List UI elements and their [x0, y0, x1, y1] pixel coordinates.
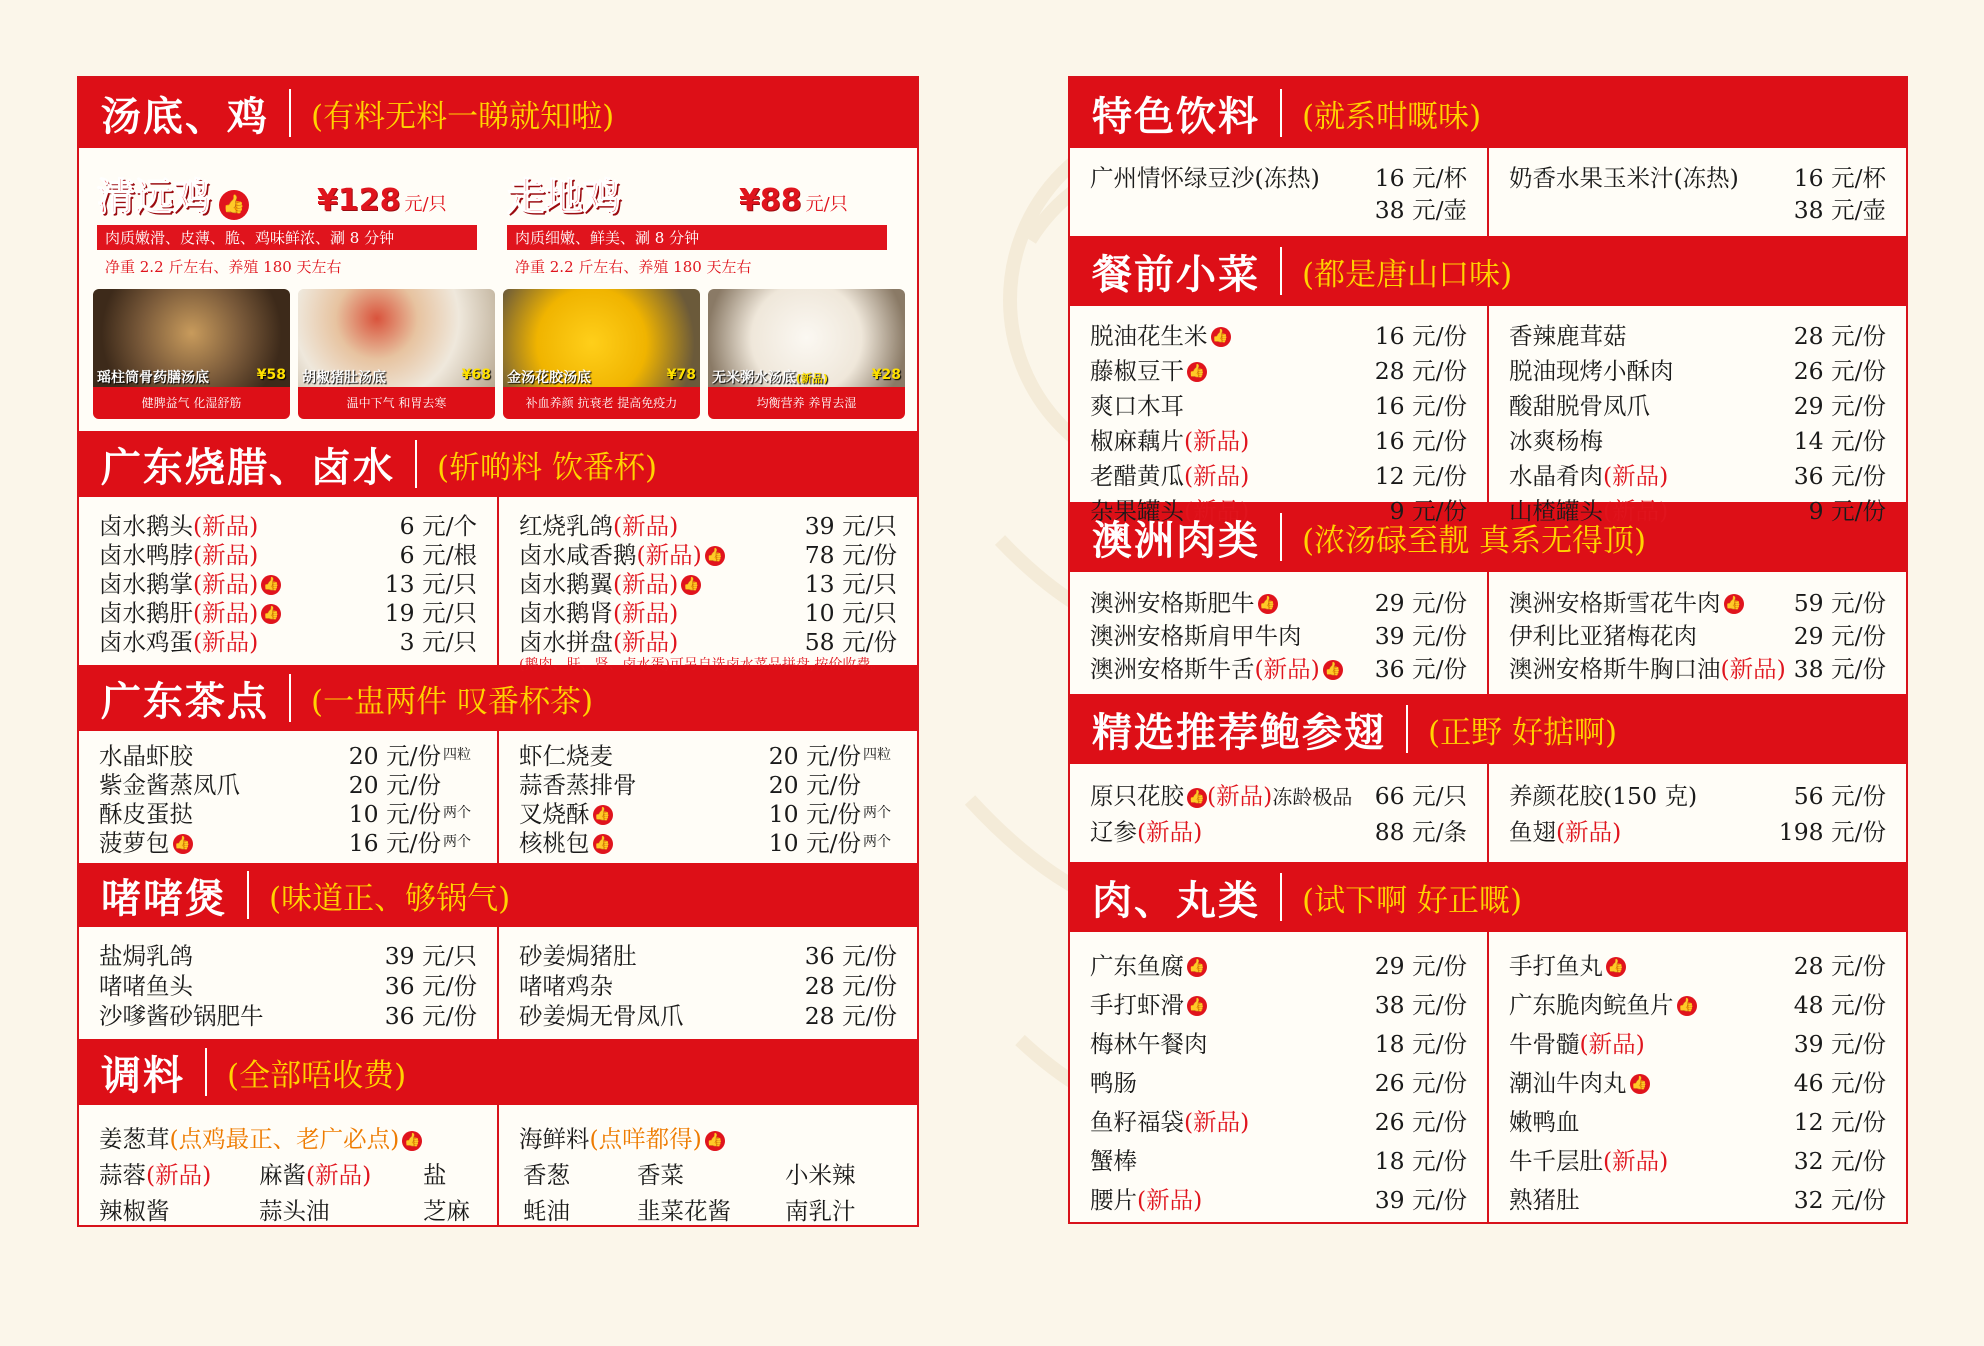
- menu-item[interactable]: 杂果罐头(新品) 9 元/份: [1090, 496, 1467, 525]
- section-title: 汤底、鸡: [101, 93, 269, 140]
- item-price: 10 元/只: [804, 598, 897, 627]
- soup-base-card[interactable]: [93, 289, 290, 419]
- menu-item[interactable]: 虾仁烧麦 20 元/份 四粒: [519, 741, 891, 770]
- menu-item[interactable]: 爽口木耳 16 元/份: [1090, 391, 1467, 420]
- menu-item[interactable]: 澳洲安格斯牛舌(新品) 👍 36 元/份: [1090, 654, 1467, 683]
- section-subtitle: (斩啲料 饮番杯): [437, 449, 658, 486]
- sauce-item[interactable]: 香菜: [637, 1161, 684, 1189]
- thumbs-up-icon: 👍: [402, 1131, 422, 1151]
- menu-item[interactable]: 澳洲安格斯肩甲牛肉 39 元/份: [1090, 621, 1467, 650]
- sauce-item[interactable]: 辣椒酱: [99, 1197, 170, 1225]
- section-title: 广东烧腊、卤水: [101, 444, 395, 491]
- section-title: 啫啫煲: [101, 875, 227, 922]
- section-subtitle: (试下啊 好正嘅): [1302, 882, 1523, 919]
- starter-items: [1070, 306, 1906, 525]
- menu-item[interactable]: 酥皮蛋挞 10 元/份 两个: [99, 799, 471, 828]
- thumbs-up-icon: 👍: [1630, 1074, 1650, 1094]
- menu-item[interactable]: 养颜花胶(150 克) 56 元/份: [1509, 782, 1886, 810]
- menu-item[interactable]: 菠萝包 👍 16 元/份 两个: [99, 828, 471, 857]
- sauce-row: [519, 1191, 897, 1227]
- section-header-meat: [1070, 862, 1906, 932]
- menu-item[interactable]: 卤水鹅肝(新品) 👍 19 元/只: [99, 596, 477, 625]
- sauce-item[interactable]: 韭菜花酱: [637, 1197, 731, 1225]
- thumbs-up-icon: 👍: [593, 834, 613, 854]
- menu-item[interactable]: 叉烧酥 👍 10 元/份 两个: [519, 799, 891, 828]
- section-header-seafood: [1070, 694, 1906, 764]
- menu-item[interactable]: 老醋黄瓜(新品) 12 元/份: [1090, 461, 1467, 490]
- section-title: 澳洲肉类: [1092, 517, 1260, 564]
- menu-item[interactable]: 卤水鹅掌(新品) 👍 13 元/只: [99, 567, 477, 596]
- menu-item[interactable]: 鱼翅(新品) 198 元/份: [1509, 818, 1886, 846]
- soup-name: 瑶柱筒骨药膳汤底: [97, 370, 209, 386]
- menu-item[interactable]: 腰片(新品) 39 元/份: [1090, 1185, 1467, 1214]
- menu-item[interactable]: 香辣鹿茸菇 28 元/份: [1509, 321, 1886, 350]
- menu-item[interactable]: 砂姜焗无骨凤爪 28 元/份: [519, 1002, 897, 1030]
- menu-item[interactable]: 冰爽杨梅 14 元/份: [1509, 426, 1886, 455]
- menu-item[interactable]: 熟猪肚 32 元/份: [1509, 1185, 1886, 1214]
- section-title: 精选推荐鲍参翅: [1092, 709, 1386, 756]
- section-header-sauce: [79, 1039, 917, 1105]
- beef-items: [1070, 572, 1906, 694]
- menu-item[interactable]: 山楂罐头(新品) 9 元/份: [1509, 496, 1886, 525]
- item-price: 19 元/只: [384, 598, 477, 627]
- thumbs-up-icon: 👍: [681, 575, 701, 595]
- sauce-item[interactable]: 蒜头油: [259, 1197, 330, 1225]
- section-subtitle: (浓汤碌至靓 真系无得顶): [1302, 522, 1647, 559]
- thumbs-up-icon: 👍: [1211, 327, 1231, 347]
- soup-name: 胡椒猪肚汤底: [302, 370, 386, 386]
- menu-item[interactable]: 卤水鹅肾(新品) 10 元/只: [519, 596, 897, 625]
- menu-item[interactable]: 水晶肴肉(新品) 36 元/份: [1509, 461, 1886, 490]
- chicken-weight: 净重 2.2 斤左右、养殖 180 天左右: [515, 258, 752, 276]
- right-menu-panel: [1068, 76, 1908, 1224]
- soup-name: 无米粥水汤底: [712, 370, 796, 386]
- menu-item[interactable]: 广东脆肉鲩鱼片 👍 48 元/份: [1509, 990, 1886, 1019]
- menu-item[interactable]: 奶香水果玉米汁(冻热) 16 元/杯 38 元/壶: [1487, 148, 1906, 236]
- menu-item[interactable]: 广州情怀绿豆沙(冻热) 16 元/杯 38 元/壶: [1090, 164, 1467, 224]
- soup-note: 温中下气 和胃去寒: [298, 387, 495, 419]
- soup-price: ¥78: [666, 367, 696, 383]
- item-price: 39 元/只: [804, 511, 897, 540]
- sauce-highlight[interactable]: 姜葱茸(点鸡最正、老广必点) 👍: [99, 1125, 421, 1153]
- thumbs-up-icon: 👍: [1187, 362, 1207, 382]
- sauce-item[interactable]: 小米辣: [785, 1161, 856, 1189]
- thumbs-up-icon: 👍: [705, 1131, 725, 1151]
- thumbs-up-icon: 👍: [1187, 996, 1207, 1016]
- soup-base-card[interactable]: [503, 289, 700, 419]
- thumbs-up-icon: 👍: [1606, 957, 1626, 977]
- menu-item[interactable]: 蒜香蒸排骨 20 元/份: [519, 770, 861, 799]
- chicken-price: ¥128: [317, 183, 401, 218]
- roast-items: [79, 497, 917, 673]
- thumbs-up-icon: 👍: [173, 834, 193, 854]
- section-title: 肉、丸类: [1092, 877, 1260, 924]
- soup-price: ¥28: [871, 367, 901, 383]
- menu-item[interactable]: 伊利比亚猪梅花肉 29 元/份: [1509, 621, 1886, 650]
- item-price: 13 元/只: [384, 569, 477, 598]
- soup-base-list: [79, 277, 917, 431]
- menu-item[interactable]: 潮汕牛肉丸 👍 46 元/份: [1509, 1068, 1886, 1097]
- left-menu-panel: [77, 76, 919, 1227]
- menu-item[interactable]: 藤椒豆干 👍 28 元/份: [1090, 356, 1467, 385]
- chicken-price: ¥88: [739, 183, 802, 218]
- chicken-name: 清远鸡: [97, 175, 212, 219]
- menu-item[interactable]: 卤水鹅头(新品) 6 元/个: [99, 509, 477, 538]
- menu-item[interactable]: 梅林午餐肉 18 元/份: [1090, 1029, 1467, 1058]
- menu-item[interactable]: 澳洲安格斯雪花牛肉 👍 59 元/份: [1509, 588, 1886, 617]
- section-header-drinks: [1070, 78, 1906, 148]
- menu-item[interactable]: 紫金酱蒸凤爪 20 元/份: [99, 770, 441, 799]
- section-title: 餐前小菜: [1092, 251, 1260, 298]
- section-title: 特色饮料: [1092, 93, 1260, 140]
- menu-item[interactable]: 沙嗲酱砂锅肥牛 36 元/份: [99, 1002, 477, 1030]
- item-price: 58 元/份: [804, 627, 897, 656]
- item-price: 3 元/只: [399, 627, 477, 656]
- chicken-unit: 元/只: [404, 194, 447, 215]
- soup-price: ¥58: [256, 367, 286, 383]
- thumbs-up-icon: 👍: [705, 546, 725, 566]
- meat-items: [1070, 932, 1906, 1222]
- menu-item[interactable]: 卤水鸭脖(新品) 6 元/根: [99, 538, 477, 567]
- thumbs-up-icon: 👍: [1187, 957, 1207, 977]
- chicken-name: 走地鸡: [507, 175, 622, 219]
- seafood-items: [1070, 764, 1906, 862]
- sauce-row: [99, 1191, 477, 1227]
- menu-item[interactable]: 鸭肠 26 元/份: [1090, 1068, 1467, 1097]
- chicken-weight: 净重 2.2 斤左右、养殖 180 天左右: [105, 258, 342, 276]
- menu-item[interactable]: 卤水鹅翼(新品) 👍 13 元/只: [519, 567, 897, 596]
- section-title: 调料: [101, 1052, 185, 1099]
- section-header-claypot: [79, 863, 917, 927]
- menu-item[interactable]: 原只花胶 👍(新品)冻龄极品 66 元/只: [1090, 782, 1467, 810]
- soup-base-card[interactable]: [298, 289, 495, 419]
- menu-item[interactable]: 脱油现烤小酥肉 26 元/份: [1509, 356, 1886, 385]
- soup-note: 均衡营养 养胃去湿: [708, 387, 905, 419]
- item-price: 6 元/个: [399, 511, 477, 540]
- thumbs-up-icon: 👍: [219, 190, 249, 220]
- thumbs-up-icon: 👍: [593, 805, 613, 825]
- thumbs-up-icon: 👍: [1258, 594, 1278, 614]
- menu-item[interactable]: 牛千层肚(新品) 32 元/份: [1509, 1146, 1886, 1175]
- menu-item[interactable]: 水晶虾胶 20 元/份 四粒: [99, 741, 471, 770]
- drink-items: [1070, 148, 1906, 236]
- menu-item[interactable]: 手打虾滑 👍 38 元/份: [1090, 990, 1467, 1019]
- section-subtitle: (有料无料一睇就知啦): [311, 98, 615, 135]
- menu-item[interactable]: 澳洲安格斯肥牛 👍 29 元/份: [1090, 588, 1467, 617]
- sauce-row: [99, 1155, 477, 1191]
- section-header-tea: [79, 665, 917, 731]
- menu-item[interactable]: 辽参(新品) 88 元/条: [1090, 818, 1467, 846]
- menu-item[interactable]: 卤水拼盘(新品) 58 元/份: [519, 625, 897, 654]
- menu-item[interactable]: 广东鱼腐 👍 29 元/份: [1090, 951, 1467, 980]
- thumbs-up-icon: 👍: [261, 575, 281, 595]
- soup-base-card[interactable]: [708, 289, 905, 419]
- soup-note: 健脾益气 化湿舒筋: [93, 387, 290, 419]
- thumbs-up-icon: 👍: [1677, 996, 1697, 1016]
- sauce-item[interactable]: 南乳汁: [785, 1197, 856, 1225]
- chicken-offers: [79, 148, 917, 277]
- section-header-soup: [79, 78, 917, 148]
- menu-item[interactable]: 啫啫鸡杂 28 元/份: [519, 972, 897, 1000]
- menu-item[interactable]: 啫啫鱼头 36 元/份: [99, 972, 477, 1000]
- item-price: 78 元/份: [804, 540, 897, 569]
- item-price: 13 元/只: [804, 569, 897, 598]
- menu-item[interactable]: 手打鱼丸 👍 28 元/份: [1509, 951, 1886, 980]
- menu-item[interactable]: 鱼籽福袋(新品) 26 元/份: [1090, 1107, 1467, 1136]
- thumbs-up-icon: 👍: [1187, 788, 1207, 808]
- section-subtitle: (都是唐山口味): [1302, 256, 1513, 293]
- section-subtitle: (就系咁嘅味): [1302, 98, 1482, 135]
- menu-item[interactable]: 脱油花生米 👍 16 元/份: [1090, 321, 1467, 350]
- thumbs-up-icon: 👍: [261, 604, 281, 624]
- sauce-highlight[interactable]: 海鲜料(点咩都得) 👍: [519, 1125, 723, 1153]
- sauce-item[interactable]: 香葱: [523, 1161, 570, 1189]
- platter-note: (鹅肉、肝、肾、卤水蛋)可另自选卤水菜品拼盘,按价收费。: [519, 657, 885, 673]
- menu-item[interactable]: 嫩鸭血 12 元/份: [1509, 1107, 1886, 1136]
- tea-items: [79, 731, 917, 863]
- sauce-row: [519, 1155, 897, 1191]
- chicken-desc: 肉质细嫩、鲜美、涮 8 分钟: [507, 225, 887, 250]
- menu-item[interactable]: 盐焗乳鸽 39 元/只: [99, 942, 477, 970]
- item-price: 6 元/根: [399, 540, 477, 569]
- sauce-items: [79, 1105, 917, 1225]
- thumbs-up-icon: 👍: [1724, 594, 1744, 614]
- claypot-items: [79, 927, 917, 1039]
- section-header-starters: [1070, 236, 1906, 306]
- section-subtitle: (味道正、够锅气): [269, 880, 511, 917]
- menu-item[interactable]: 核桃包 👍 10 元/份 两个: [519, 828, 891, 857]
- chicken-desc: 肉质嫩滑、皮薄、脆、鸡味鲜浓、涮 8 分钟: [97, 225, 477, 250]
- sauce-item[interactable]: 蒜蓉(新品): [99, 1161, 212, 1189]
- section-title: 广东茶点: [101, 678, 269, 725]
- sauce-item[interactable]: 盐: [423, 1161, 447, 1189]
- chicken-unit: 元/只: [805, 194, 848, 215]
- section-subtitle: (全部唔收费): [227, 1057, 407, 1094]
- menu-item[interactable]: 卤水鸡蛋(新品) 3 元/只: [99, 625, 477, 654]
- menu-item[interactable]: 砂姜焗猪肚 36 元/份: [519, 942, 897, 970]
- sauce-item[interactable]: 芝麻: [423, 1197, 470, 1225]
- soup-name: 金汤花胶汤底: [507, 370, 591, 386]
- chicken-offer[interactable]: [507, 166, 917, 277]
- new-tag: (新品): [796, 372, 829, 385]
- menu-item[interactable]: 红烧乳鸽(新品) 39 元/只: [519, 509, 897, 538]
- thumbs-up-icon: 👍: [1323, 660, 1343, 680]
- menu-item[interactable]: 澳洲安格斯牛胸口油(新品) 38 元/份: [1509, 654, 1886, 683]
- soup-price: ¥68: [461, 367, 491, 383]
- menu-item[interactable]: 牛骨髓(新品) 39 元/份: [1509, 1029, 1886, 1058]
- section-header-roast: [79, 431, 917, 497]
- section-subtitle: (一盅两件 叹番杯茶): [311, 683, 594, 720]
- menu-item[interactable]: 椒麻藕片(新品) 16 元/份: [1090, 426, 1467, 455]
- sauce-item[interactable]: 蚝油: [523, 1197, 570, 1225]
- sauce-item[interactable]: 麻酱(新品): [259, 1161, 372, 1189]
- soup-note: 补血养颜 抗衰老 提高免疫力: [503, 387, 700, 419]
- menu-item[interactable]: 蟹棒 18 元/份: [1090, 1146, 1467, 1175]
- menu-item[interactable]: 酸甜脱骨凤爪 29 元/份: [1509, 391, 1886, 420]
- menu-item[interactable]: 卤水咸香鹅(新品) 👍 78 元/份: [519, 538, 897, 567]
- section-subtitle: (正野 好掂啊): [1428, 714, 1618, 751]
- chicken-offer[interactable]: [97, 166, 507, 277]
